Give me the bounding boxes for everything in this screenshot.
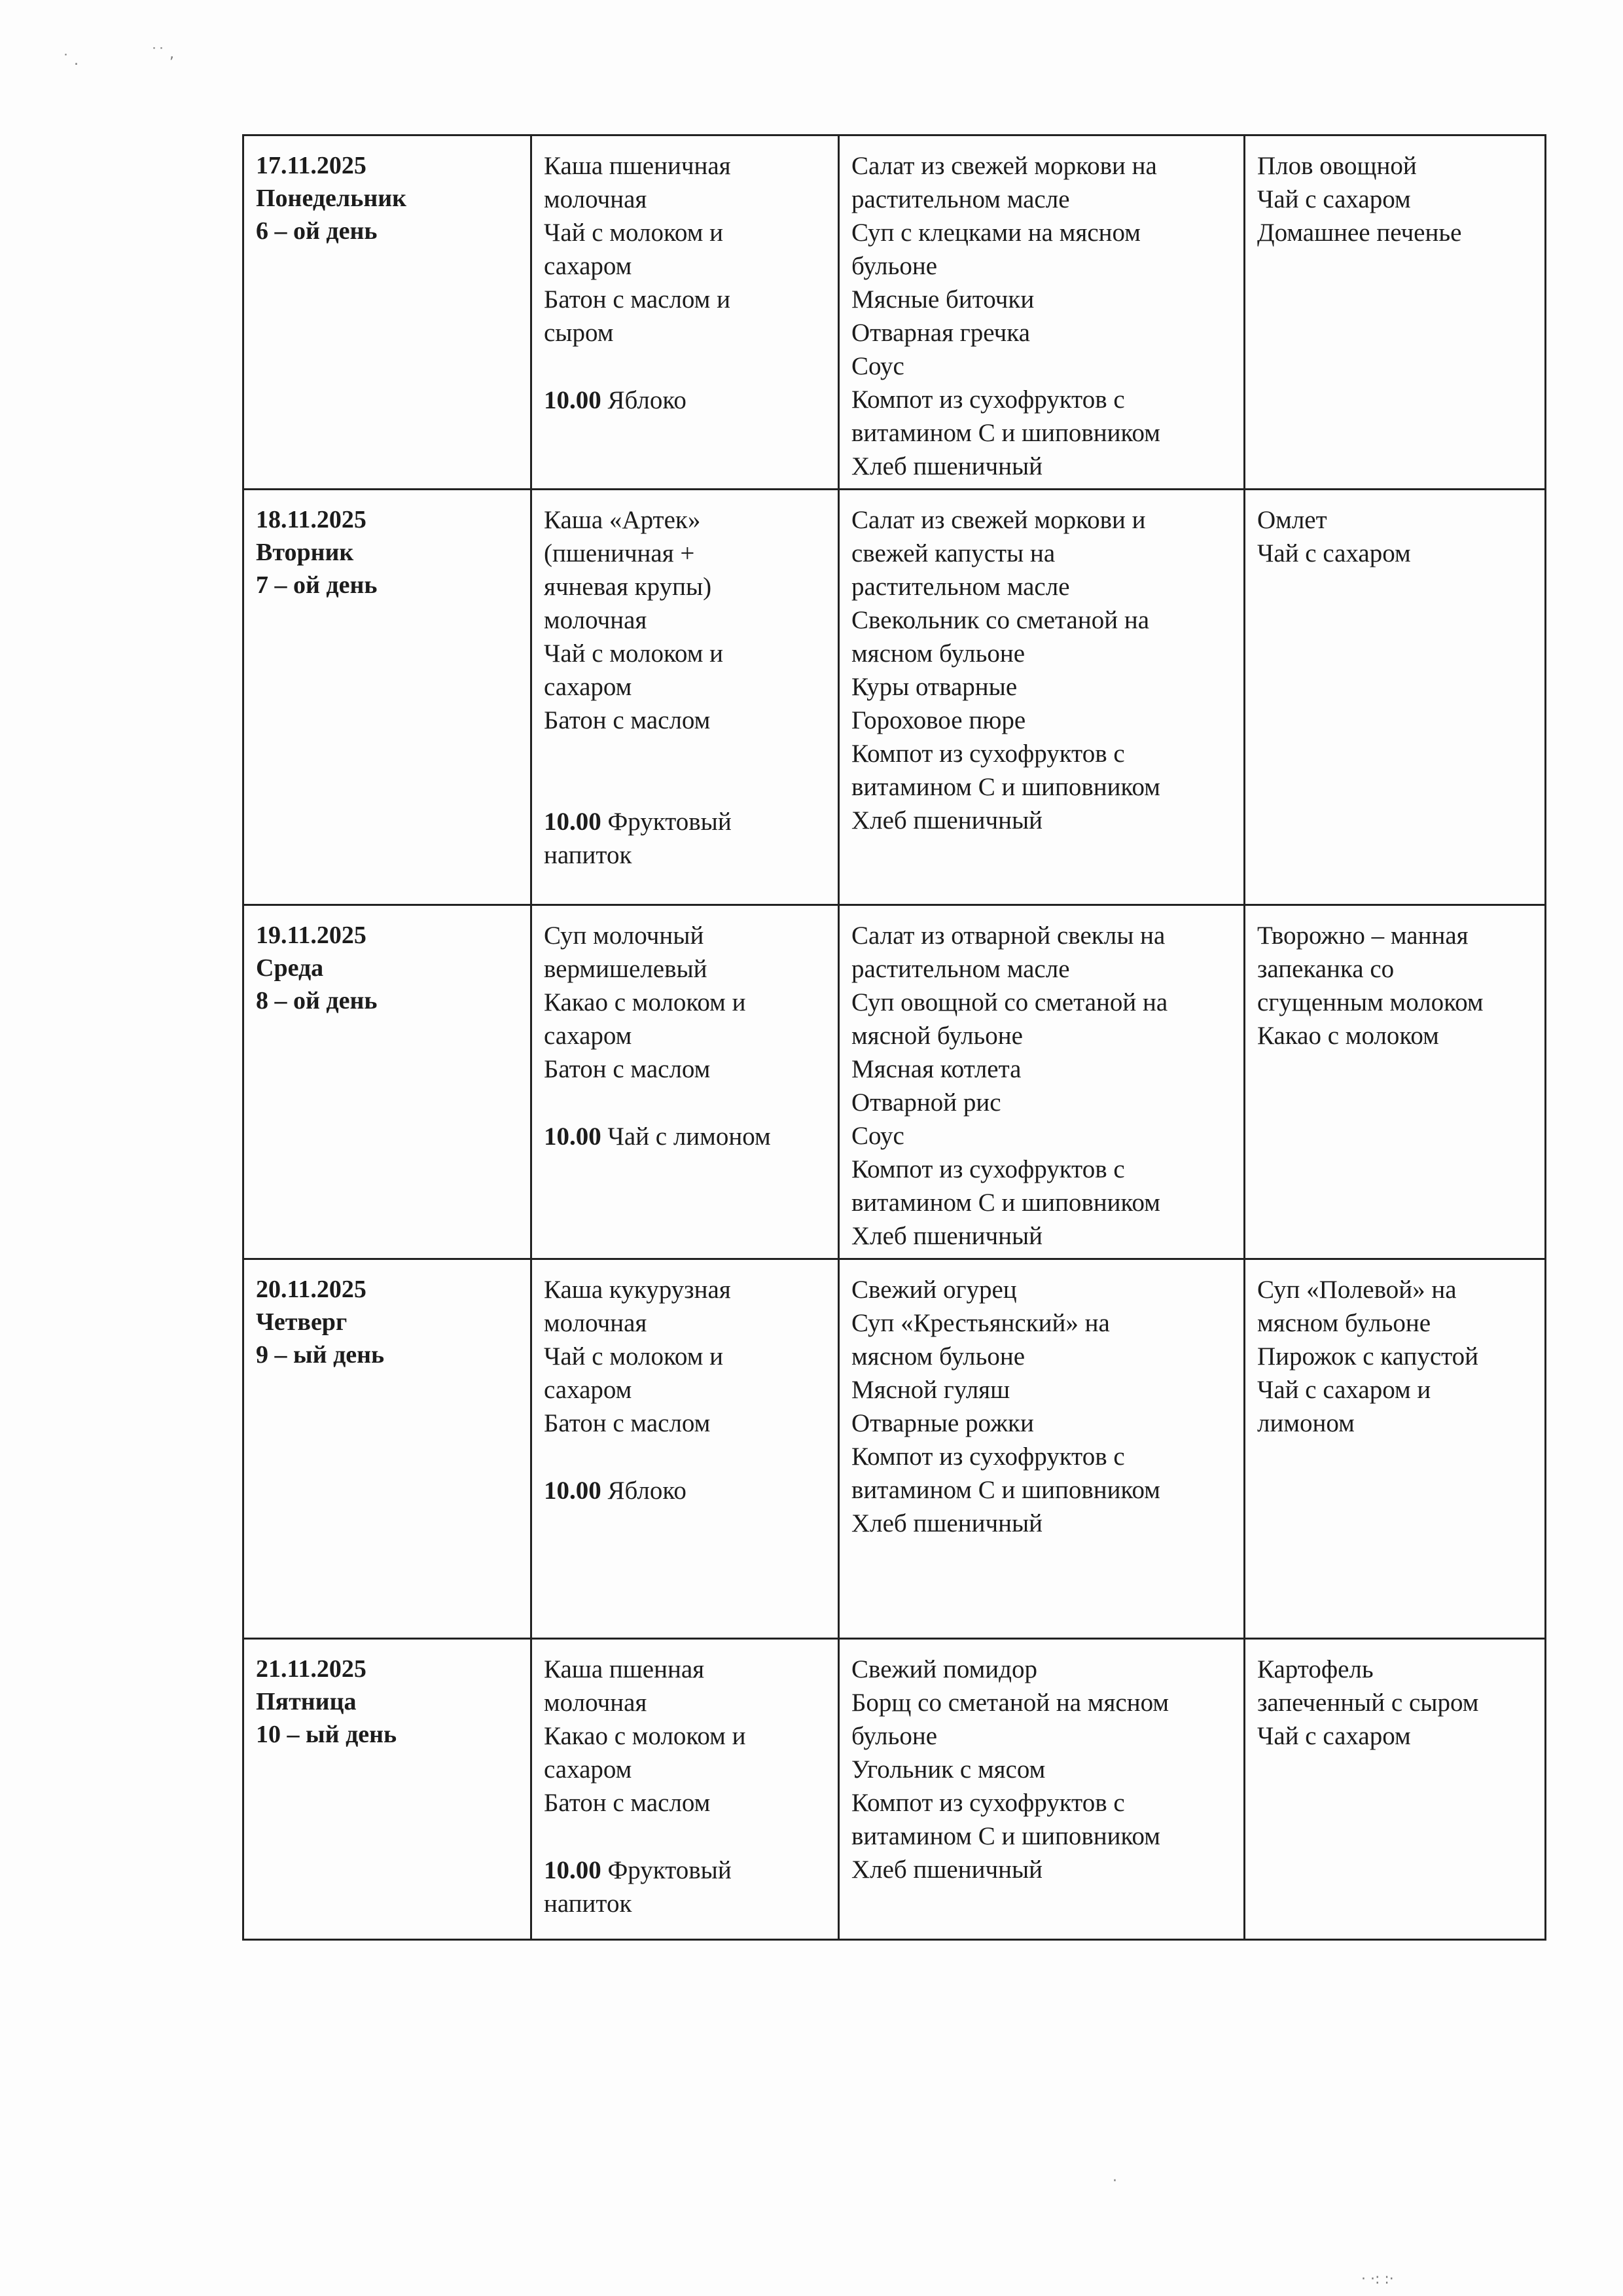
lunch-item: Гороховое пюре — [851, 706, 1026, 734]
breakfast-cell — [531, 1259, 839, 1639]
table-row — [243, 490, 1546, 905]
afternoon-item: мясном бульоне — [1257, 1309, 1431, 1337]
lunch-item: Хлеб пшеничный — [851, 806, 1043, 834]
breakfast-item: Чай с молоком и — [544, 219, 723, 247]
lunch-item: Салат из свежей моркови на — [851, 152, 1157, 180]
scan-artifact-icon: · ·: :· — [1361, 2271, 1394, 2287]
lunch-cell — [839, 905, 1245, 1259]
snack-text: Яблоко — [607, 386, 687, 414]
snack-text-cont: напиток — [544, 841, 632, 869]
second-breakfast — [544, 384, 826, 417]
afternoon-item: запеканка со — [1257, 955, 1395, 983]
snack-text-cont: напиток — [544, 1890, 632, 1918]
afternoon-cell — [1245, 490, 1546, 905]
table-row — [243, 135, 1546, 490]
afternoon-item: Омлет — [1257, 506, 1327, 534]
table-row — [243, 1259, 1546, 1639]
snack-time: 10.00 — [544, 1856, 601, 1884]
breakfast-cell — [531, 1639, 839, 1940]
lunch-item: бульоне — [851, 1722, 938, 1750]
menu-table — [242, 134, 1546, 1941]
breakfast-cell — [531, 490, 839, 905]
lunch-item: Мясная котлета — [851, 1055, 1022, 1083]
lunch-item: Свежий помидор — [851, 1655, 1037, 1683]
afternoon-item: Плов овощной — [1257, 152, 1417, 180]
afternoon-item: Творожно – манная — [1257, 922, 1469, 950]
breakfast-item: Чай с молоком и — [544, 1342, 723, 1371]
afternoon-item: Картофель — [1257, 1655, 1374, 1683]
breakfast-item: (пшеничная + — [544, 539, 695, 567]
day-date: 20.11.2025 — [256, 1276, 366, 1303]
afternoon-item: Чай с сахаром — [1257, 1722, 1411, 1750]
afternoon-item: сгущенным молоком — [1257, 988, 1484, 1016]
lunch-item: Суп с клецками на мясном — [851, 219, 1141, 247]
lunch-item: растительном масле — [851, 573, 1070, 601]
lunch-item: Свекольник со сметаной на — [851, 606, 1150, 634]
afternoon-item: Чай с сахаром и — [1257, 1376, 1431, 1404]
afternoon-item: Чай с сахаром — [1257, 185, 1411, 213]
breakfast-item: сыром — [544, 319, 614, 347]
lunch-item: витамином С и шиповником — [851, 1476, 1160, 1504]
afternoon-item: лимоном — [1257, 1409, 1355, 1437]
breakfast-item: ячневая крупы) — [544, 573, 712, 601]
lunch-item: Борщ со сметаной на мясном — [851, 1689, 1169, 1717]
lunch-item: Отварной рис — [851, 1088, 1001, 1117]
day-cell — [243, 1259, 531, 1639]
breakfast-cell — [531, 905, 839, 1259]
day-date: 17.11.2025 — [256, 152, 366, 179]
snack-time: 10.00 — [544, 1122, 601, 1151]
snack-time: 10.00 — [544, 808, 601, 836]
snack-text: Чай с лимоном — [607, 1122, 771, 1151]
breakfast-item: Батон с маслом — [544, 706, 711, 734]
afternoon-item: Чай с сахаром — [1257, 539, 1411, 567]
breakfast-item: сахаром — [544, 1376, 632, 1404]
table-row — [243, 905, 1546, 1259]
day-number: 9 – ый день — [256, 1341, 385, 1369]
breakfast-item: молочная — [544, 606, 647, 634]
breakfast-item: сахаром — [544, 252, 632, 280]
snack-text: Фруктовый — [607, 1856, 732, 1884]
afternoon-cell — [1245, 135, 1546, 490]
lunch-item: Компот из сухофруктов с — [851, 1789, 1125, 1817]
day-date: 21.11.2025 — [256, 1655, 366, 1683]
day-number: 10 – ый день — [256, 1721, 397, 1748]
second-breakfast — [544, 1854, 826, 1887]
snack-time: 10.00 — [544, 386, 601, 414]
lunch-item: Соус — [851, 1122, 904, 1150]
lunch-item: Салат из свежей моркови и — [851, 506, 1146, 534]
afternoon-cell — [1245, 1259, 1546, 1639]
day-cell — [243, 490, 531, 905]
breakfast-item: молочная — [544, 1689, 647, 1717]
lunch-item: растительном масле — [851, 185, 1070, 213]
lunch-cell — [839, 1639, 1245, 1940]
breakfast-item: молочная — [544, 1309, 647, 1337]
day-number: 7 – ой день — [256, 571, 378, 599]
lunch-item: Компот из сухофруктов с — [851, 386, 1125, 414]
afternoon-cell — [1245, 905, 1546, 1259]
breakfast-item: Каша «Артек» — [544, 506, 701, 534]
breakfast-item: Суп молочный — [544, 922, 704, 950]
lunch-item: свежей капусты на — [851, 539, 1056, 567]
lunch-item: Куры отварные — [851, 673, 1018, 701]
breakfast-item: вермишелевый — [544, 955, 707, 983]
lunch-item: Угольник с мясом — [851, 1755, 1046, 1784]
menu-table-body — [243, 135, 1546, 1940]
lunch-item: Хлеб пшеничный — [851, 1509, 1043, 1537]
day-cell — [243, 1639, 531, 1940]
afternoon-item: запеченный с сыром — [1257, 1689, 1479, 1717]
lunch-item: Свежий огурец — [851, 1276, 1017, 1304]
lunch-item: Отварная гречка — [851, 319, 1030, 347]
afternoon-item: Суп «Полевой» на — [1257, 1276, 1457, 1304]
breakfast-item: сахаром — [544, 1755, 632, 1784]
breakfast-item: Какао с молоком и — [544, 1722, 746, 1750]
lunch-item: мясном бульоне — [851, 1342, 1026, 1371]
breakfast-cell — [531, 135, 839, 490]
lunch-item: мясном бульоне — [851, 639, 1026, 668]
day-date: 18.11.2025 — [256, 506, 366, 533]
table-row — [243, 1639, 1546, 1940]
lunch-item: Отварные рожки — [851, 1409, 1034, 1437]
breakfast-item: сахаром — [544, 673, 632, 701]
breakfast-item: Батон с маслом — [544, 1789, 711, 1817]
lunch-item: Хлеб пшеничный — [851, 1856, 1043, 1884]
breakfast-item: Батон с маслом — [544, 1409, 711, 1437]
lunch-item: растительном масле — [851, 955, 1070, 983]
lunch-item: Суп «Крестьянский» на — [851, 1309, 1110, 1337]
scan-artifact-icon: · — [1113, 2173, 1117, 2189]
breakfast-item: Каша пшенная — [544, 1655, 705, 1683]
lunch-item: Компот из сухофруктов с — [851, 1155, 1125, 1183]
breakfast-item: Каша кукурузная — [544, 1276, 731, 1304]
breakfast-item: Чай с молоком и — [544, 639, 723, 668]
breakfast-item: молочная — [544, 185, 647, 213]
day-date: 19.11.2025 — [256, 922, 366, 949]
snack-time: 10.00 — [544, 1477, 601, 1505]
lunch-item: мясной бульоне — [851, 1022, 1023, 1050]
day-weekday: Четверг — [256, 1308, 348, 1336]
scan-artifact-icon: ˙˙ , — [151, 46, 174, 62]
breakfast-item: сахаром — [544, 1022, 632, 1050]
lunch-cell — [839, 135, 1245, 490]
snack-text: Яблоко — [607, 1477, 687, 1505]
lunch-item: Компот из сухофруктов с — [851, 1443, 1125, 1471]
day-number: 8 – ой день — [256, 987, 378, 1014]
lunch-item: Хлеб пшеничный — [851, 452, 1043, 480]
lunch-item: Салат из отварной свеклы на — [851, 922, 1166, 950]
lunch-cell — [839, 1259, 1245, 1639]
breakfast-item: Какао с молоком и — [544, 988, 746, 1016]
lunch-cell — [839, 490, 1245, 905]
day-cell — [243, 905, 531, 1259]
lunch-item: витамином С и шиповником — [851, 1189, 1160, 1217]
second-breakfast — [544, 805, 826, 838]
day-cell — [243, 135, 531, 490]
day-number: 6 – ой день — [256, 217, 378, 245]
lunch-item: Компот из сухофруктов с — [851, 740, 1125, 768]
lunch-item: витамином С и шиповником — [851, 419, 1160, 447]
lunch-item: Мясной гуляш — [851, 1376, 1010, 1404]
afternoon-item: Какао с молоком — [1257, 1022, 1439, 1050]
day-weekday: Вторник — [256, 539, 354, 566]
lunch-item: Хлеб пшеничный — [851, 1222, 1043, 1250]
afternoon-item: Домашнее печенье — [1257, 219, 1462, 247]
second-breakfast — [544, 1120, 826, 1153]
second-breakfast — [544, 1474, 826, 1507]
breakfast-item: Батон с маслом и — [544, 285, 730, 314]
day-weekday: Пятница — [256, 1688, 357, 1715]
lunch-item: Мясные биточки — [851, 285, 1035, 314]
lunch-item: витамином С и шиповником — [851, 773, 1160, 801]
day-weekday: Среда — [256, 954, 324, 982]
day-weekday: Понедельник — [256, 185, 407, 212]
breakfast-item: Батон с маслом — [544, 1055, 711, 1083]
afternoon-cell — [1245, 1639, 1546, 1940]
scan-artifact-icon: ˙ . — [62, 52, 79, 69]
lunch-item: Соус — [851, 352, 904, 380]
breakfast-item: Каша пшеничная — [544, 152, 731, 180]
lunch-item: Суп овощной со сметаной на — [851, 988, 1168, 1016]
lunch-item: бульоне — [851, 252, 938, 280]
lunch-item: витамином С и шиповником — [851, 1822, 1160, 1850]
afternoon-item: Пирожок с капустой — [1257, 1342, 1479, 1371]
snack-text: Фруктовый — [607, 808, 732, 836]
